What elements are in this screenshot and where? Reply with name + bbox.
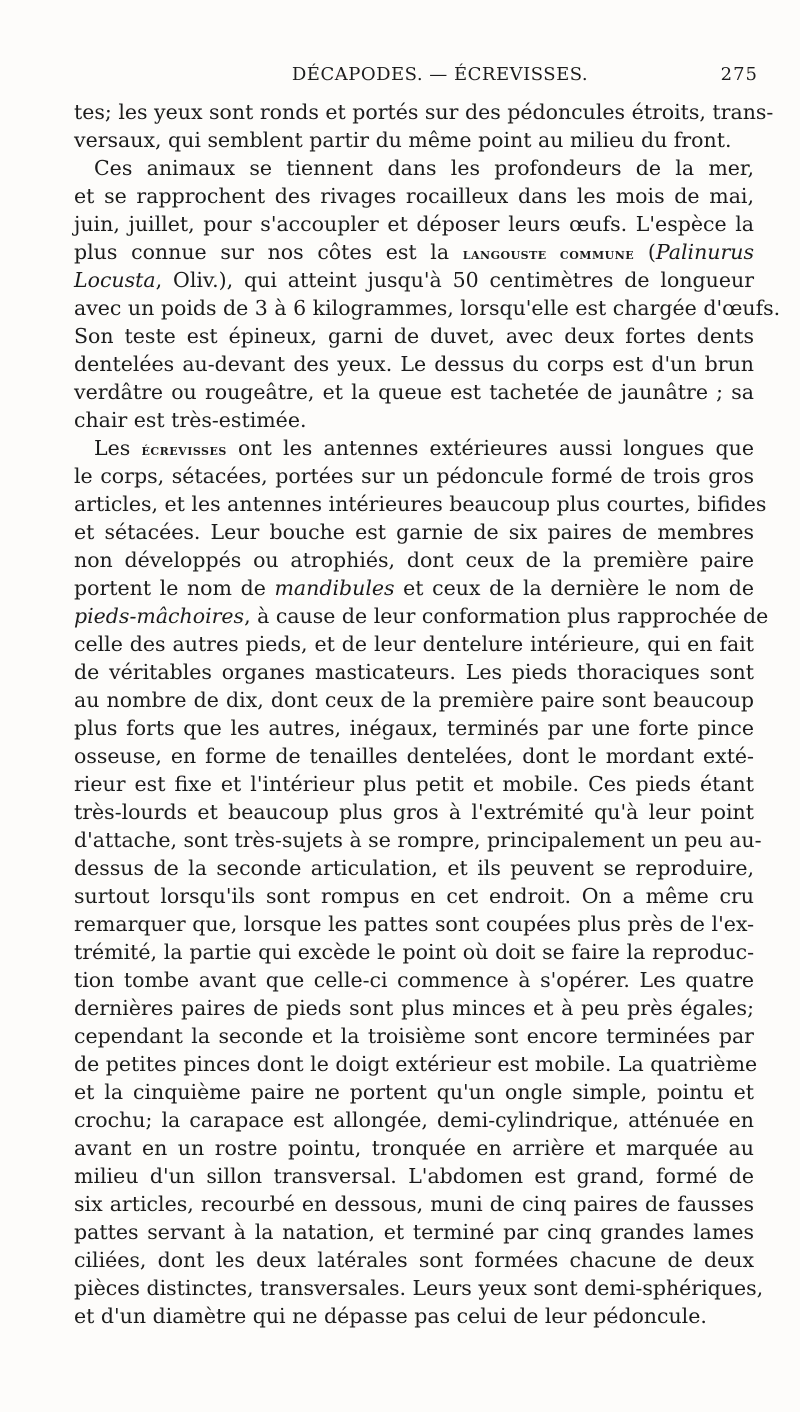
page-header (82, 64, 758, 94)
text-line: articles, et les antennes intérieures beaucoup plus courtes, bifides (74, 492, 767, 516)
term-ecrevisses: écrevisses (141, 440, 227, 459)
text-line: celle des autres pieds, et de leur dentelure intérieure, qui en fait (74, 632, 754, 656)
text-line: plus forts que les autres, inégaux, terminés par une forte pince (74, 716, 754, 740)
text-line: de véritables organes masticateurs. Les pieds thoraciques sont (74, 660, 754, 684)
text-line: dessus de la seconde articulation, et ils peuvent se reproduire, (74, 856, 754, 880)
text-line: le corps, sétacées, portées sur un pédoncule formé de trois gros (74, 464, 754, 488)
text-line: et d'un diamètre qui ne dépasse pas celui de leur pédoncule. (74, 1304, 707, 1328)
text-line: Locusta, Oliv.), qui atteint jusqu'à 50 centimètres de longueur (74, 268, 754, 292)
text-line: tes; les yeux sont ronds et portés sur des pédoncules étroits, trans- (74, 100, 774, 124)
text-line: et la cinquième paire ne portent qu'un ongle simple, pointu et (74, 1080, 754, 1104)
text-line: cependant la seconde et la troisième sont encore terminées par (74, 1024, 754, 1048)
paragraph-start-line: Les écrevisses ont les antennes extérieures aussi longues que (94, 436, 754, 460)
text-line: pieds-mâchoires, à cause de leur conformation plus rapprochée de (74, 604, 769, 628)
text-line: avant en un rostre pointu, tronquée en arrière et marquée au (74, 1136, 754, 1160)
term-langouste-commune: langouste commune (462, 244, 635, 263)
body-text (74, 98, 781, 1330)
text-line: six articles, recourbé en dessous, muni de cinq paires de fausses (74, 1192, 754, 1216)
running-title: DÉCAPODES. — ÉCREVISSES. (291, 64, 589, 85)
text-line: remarquer que, lorsque les pattes sont coupées plus près de l'ex- (74, 912, 754, 936)
page-number: 275 (720, 64, 758, 85)
text-line: pattes servant à la natation, et terminé par cinq grandes lames (74, 1220, 754, 1244)
text-line: très-lourds et beaucoup plus gros à l'extrémité qu'à leur point (74, 800, 754, 824)
text-line: non développés ou atrophiés, dont ceux de la première paire (74, 548, 754, 572)
text-line: au nombre de dix, dont ceux de la première paire sont beaucoup (74, 688, 754, 712)
text-line: juin, juillet, pour s'accoupler et déposer leurs œufs. L'espèce la (74, 212, 754, 236)
text-line: milieu d'un sillon transversal. L'abdomen est grand, formé de (74, 1164, 754, 1188)
text-line: chair est très-estimée. (74, 408, 307, 432)
paragraph-start-line: Ces animaux se tiennent dans les profondeurs de la mer, (94, 156, 754, 180)
text-line: Son teste est épineux, garni de duvet, avec deux fortes dents (74, 324, 754, 348)
text-line: d'attache, sont très-sujets à se rompre, principalement un peu au- (74, 828, 762, 852)
text-line: trémité, la partie qui excède le point où doit se faire la reproduc- (74, 940, 754, 964)
term-mandibules: mandibules (274, 576, 395, 600)
text-line: versaux, qui semblent partir du même point au milieu du front. (74, 128, 732, 152)
text-line: portent le nom de mandibules et ceux de la dernière le nom de (74, 576, 754, 600)
latin-name: Locusta (74, 268, 156, 292)
text-line: ciliées, dont les deux latérales sont formées chacune de deux (74, 1248, 754, 1272)
text-line: surtout lorsqu'ils sont rompus en cet endroit. On a même cru (74, 884, 754, 908)
text-line: pièces distinctes, transversales. Leurs yeux sont demi-sphériques, (74, 1276, 764, 1300)
latin-name: Palinurus (655, 240, 754, 264)
term-pieds-machoires: pieds-mâchoires (74, 604, 245, 628)
text-line: et sétacées. Leur bouche est garnie de six paires de membres (74, 520, 754, 544)
text-line: crochu; la carapace est allongée, demi-cylindrique, atténuée en (74, 1108, 754, 1132)
text-line: tion tombe avant que celle-ci commence à s'opérer. Les quatre (74, 968, 754, 992)
text-line: et se rapprochent des rivages rocailleux dans les mois de mai, (74, 184, 754, 208)
text-line: plus connue sur nos côtes est la langouste commune (Palinurus (74, 240, 754, 264)
text-line: osseuse, en forme de tenailles dentelées, dont le mordant exté- (74, 744, 754, 768)
text-line: rieur est fixe et l'intérieur plus petit et mobile. Ces pieds étant (74, 772, 754, 796)
text-line: de petites pinces dont le doigt extérieur est mobile. La quatrième (74, 1052, 758, 1076)
text-line: dernières paires de pieds sont plus minces et à peu près égales; (74, 996, 754, 1020)
text-line: verdâtre ou rougeâtre, et la queue est tachetée de jaunâtre ; sa (74, 380, 754, 404)
text-line: avec un poids de 3 à 6 kilogrammes, lorsqu'elle est chargée d'œufs. (74, 296, 781, 320)
text-line: dentelées au-devant des yeux. Le dessus du corps est d'un brun (74, 352, 754, 376)
